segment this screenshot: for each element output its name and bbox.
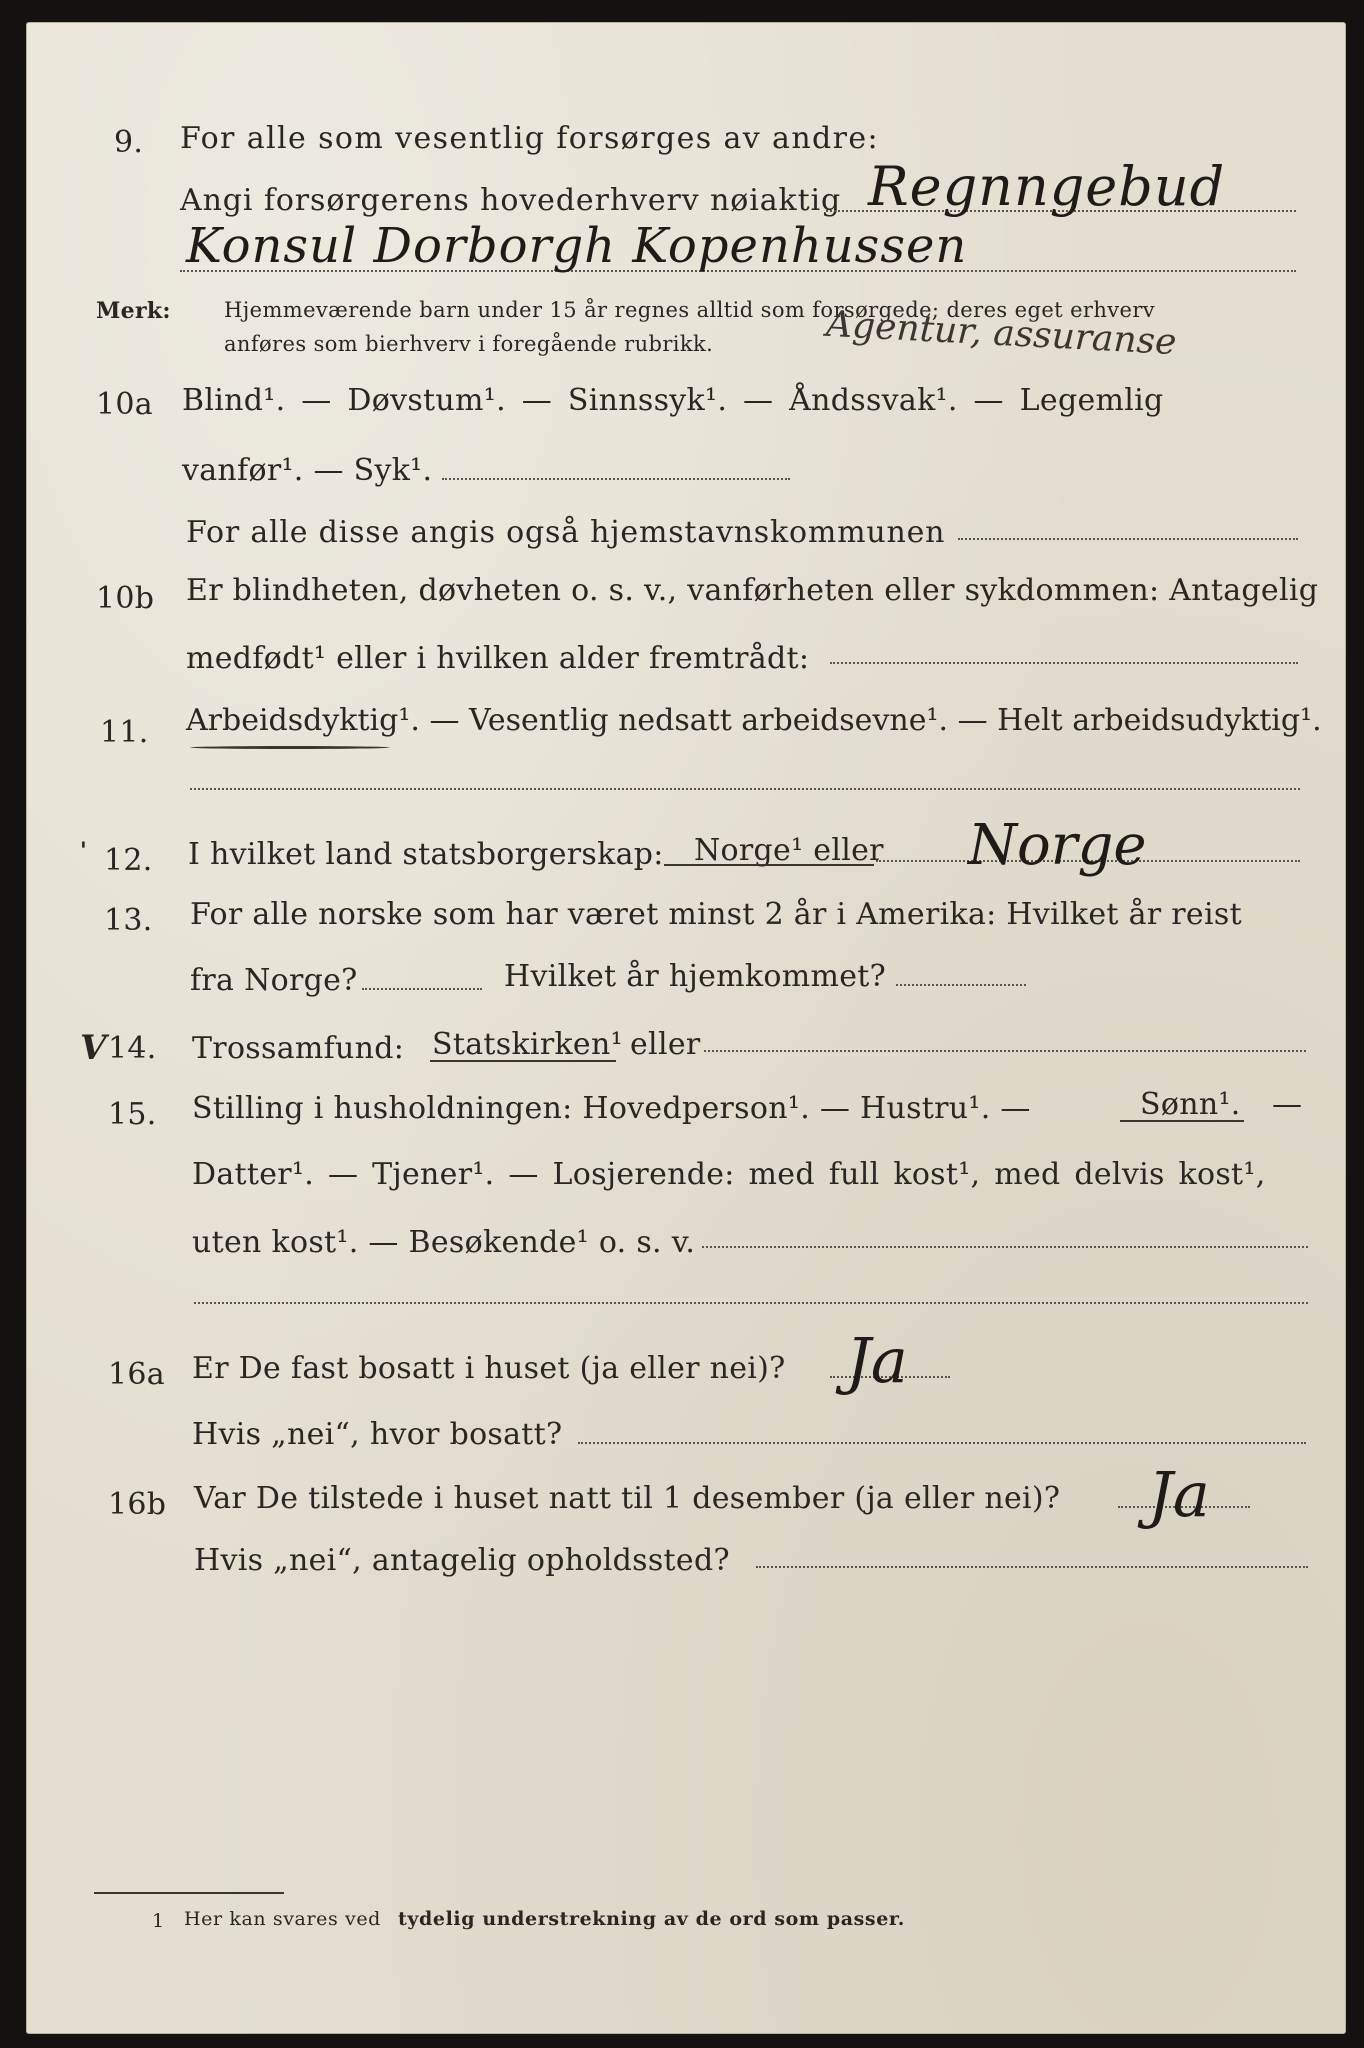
q16a-line1: Er De fast bosatt i huset (ja eller nei)? xyxy=(192,1351,786,1386)
footnote-text-bold: tydelig understrekning av de ord som passer. xyxy=(398,1908,906,1930)
q9-number: 9. xyxy=(114,125,144,160)
q12-margin-mark: ' xyxy=(80,838,87,864)
q15-line2: Datter¹. — Tjener¹. — Losjerende: med full kost¹, med delvis kost¹, xyxy=(192,1157,1266,1192)
merk-line2: anføres som bierhverv i foregående rubrikk. xyxy=(224,332,714,356)
q16a-line2: Hvis „nei“, hvor bosatt? xyxy=(192,1417,563,1452)
q16b-line2: Hvis „nei“, antagelig opholdssted? xyxy=(194,1543,730,1578)
q12-option-norge: Norge¹ eller xyxy=(694,833,884,868)
footnote-text-plain: Her kan svares ved xyxy=(184,1908,381,1930)
q13-line2b: Hvilket år hjemkommet? xyxy=(504,959,887,994)
q13-hjemkommet-line xyxy=(896,984,1026,986)
q14-statskirken-underline xyxy=(430,1060,616,1062)
q12-norge-underline xyxy=(664,864,874,866)
q9-handwritten-answer1: Regnngebud xyxy=(868,155,1226,218)
q11-arbeidsdyktig-underline xyxy=(190,746,390,749)
q14-number: 14. xyxy=(108,1031,157,1066)
q9-line1: For alle som vesentlig forsørges av andre: xyxy=(180,121,880,156)
q10a-number: 10a xyxy=(96,387,153,422)
merk-line1: Hjemmeværende barn under 15 år regnes alltid som forsørgede; deres eget erhverv xyxy=(224,298,1156,322)
q12-handwritten-answer: Norge xyxy=(968,813,1147,878)
q11-line1: Arbeidsdyktig¹. — Vesentlig nedsatt arbeidsevne¹. — Helt arbeidsudyktig¹. xyxy=(186,703,1322,738)
q15-option-sonn: Sønn¹. xyxy=(1140,1087,1241,1122)
q14-answer-line xyxy=(704,1050,1306,1052)
q10a-line3: For alle disse angis også hjemstavnskommunen xyxy=(186,515,946,550)
q11-answer-line xyxy=(190,788,1300,790)
q10a-line1: Blind¹. — Døvstum¹. — Sinnssyk¹. — Åndssvak¹. — Legemlig xyxy=(182,383,1164,418)
q10b-line2: medfødt¹ eller i hvilken alder fremtrådt: xyxy=(186,641,810,676)
q9-line2: Angi forsørgerens hovederhverv nøiaktig xyxy=(180,183,842,218)
q16b-number: 16b xyxy=(108,1487,167,1522)
q15-dash: — xyxy=(1272,1087,1303,1122)
q13-line2a: fra Norge? xyxy=(190,963,358,998)
q13-line1: For alle norske som har været minst 2 år i Amerika: Hvilket år reist xyxy=(190,897,1242,932)
q14-option-statskirken: Statskirken¹ xyxy=(432,1027,623,1062)
q16a-number: 16a xyxy=(108,1357,165,1392)
q15-number: 15. xyxy=(108,1097,157,1132)
q10a-answer-line1 xyxy=(442,478,790,480)
q10b-answer-line xyxy=(830,662,1298,664)
q16a-bosatt-line xyxy=(578,1442,1306,1444)
q9-handwritten-answer2: Konsul Dorborgh Kopenhussen xyxy=(186,218,968,274)
q16b-handwritten-answer: Ja xyxy=(1148,1458,1210,1531)
q16a-handwritten-answer: Ja xyxy=(846,1324,908,1397)
q13-number: 13. xyxy=(104,903,153,938)
q15-line1: Stilling i husholdningen: Hovedperson¹. — Hustru¹. — xyxy=(192,1091,1031,1126)
q16b-opholdssted-line xyxy=(756,1566,1308,1568)
q10b-number: 10b xyxy=(96,581,155,616)
q14-line1: Trossamfund: xyxy=(192,1031,405,1066)
merk-label: Merk: xyxy=(96,298,171,324)
q10a-line2: vanfør¹. — Syk¹. xyxy=(182,453,433,488)
q12-line1: I hvilket land statsborgerskap: xyxy=(188,837,664,872)
q12-number: 12. xyxy=(104,843,153,878)
q15-answer-line1 xyxy=(702,1246,1308,1248)
q15-line3: uten kost¹. — Besøkende¹ o. s. v. xyxy=(192,1225,696,1260)
q14-rest: eller xyxy=(630,1027,701,1062)
q15-sonn-underline xyxy=(1120,1120,1244,1122)
q11-number: 11. xyxy=(100,715,149,750)
q15-answer-line2 xyxy=(194,1302,1308,1304)
merk-handwritten-answer: Agentur, assuranse xyxy=(825,303,1178,364)
q14-checkmark: V xyxy=(80,1028,107,1068)
q10a-answer-line2 xyxy=(958,538,1298,540)
q16b-line1: Var De tilstede i huset natt til 1 desember (ja eller nei)? xyxy=(194,1481,1061,1516)
q10b-line1: Er blindheten, døvheten o. s. v., vanførheten eller sykdommen: Antagelig xyxy=(186,573,1319,608)
q13-reist-line xyxy=(362,988,482,990)
footnote-rule xyxy=(94,1892,284,1894)
footnote-marker: 1 xyxy=(152,1910,165,1932)
